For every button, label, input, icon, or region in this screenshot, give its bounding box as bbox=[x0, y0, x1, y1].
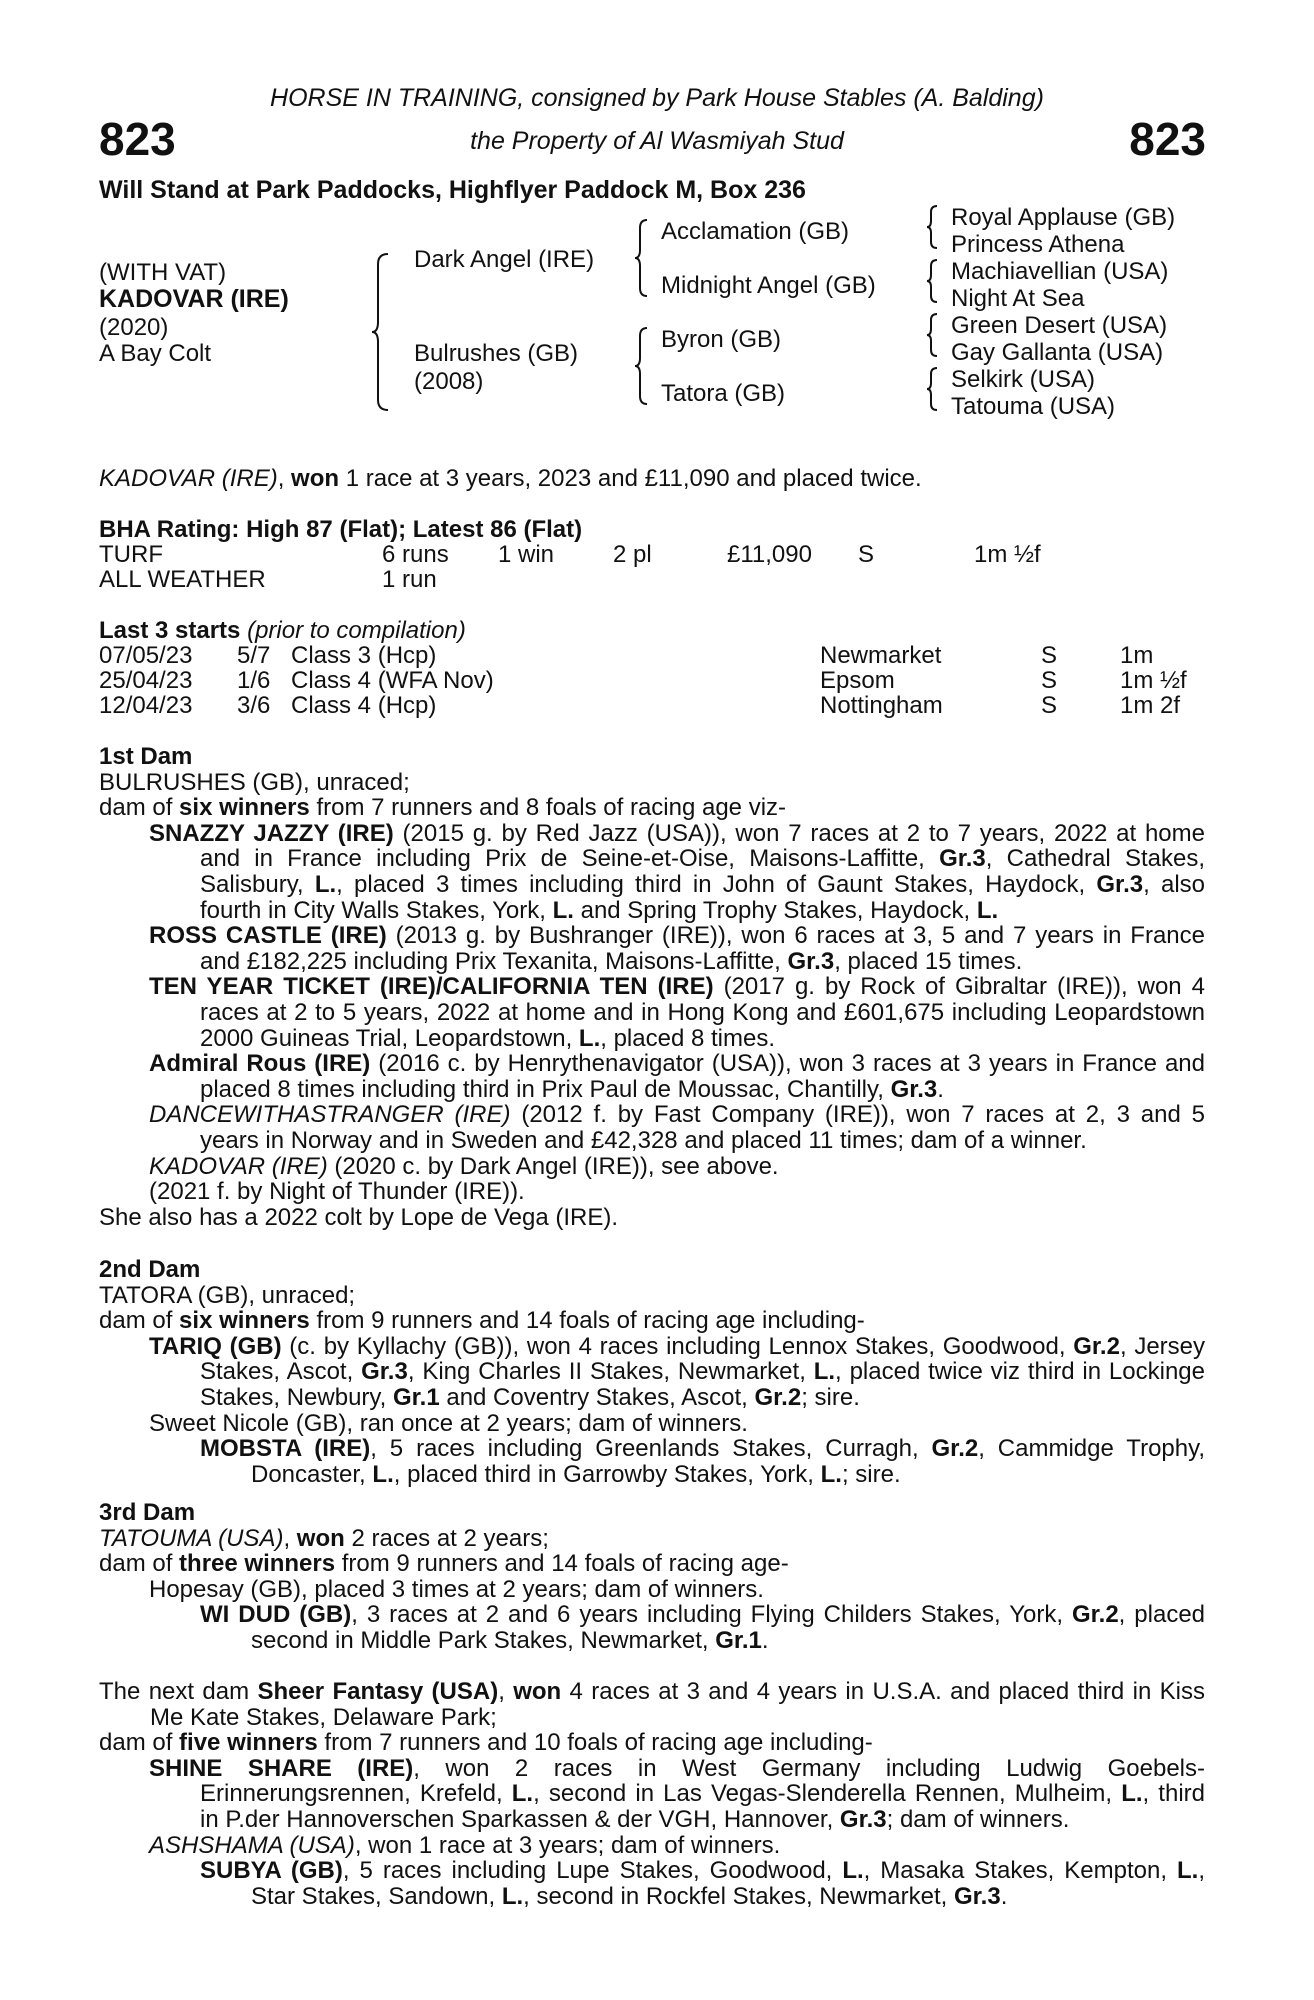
produce-mobsta: MOBSTA (IRE), 5 races including Greenlands Stakes, Curragh, Gr.2, Cammidge Trophy, Doncaster, L., placed third in Garrowby Stakes, York, L.; sire. bbox=[200, 1435, 1205, 1488]
third-dam-section bbox=[99, 1500, 1205, 1654]
start-1-course: Newmarket bbox=[820, 642, 942, 669]
pedigree-brace-g4 bbox=[925, 366, 941, 412]
lot-number-left: 823 bbox=[99, 113, 176, 165]
produce-hopesay: Hopesay (GB), placed 3 times at 2 years; dam of winners. bbox=[149, 1575, 764, 1603]
pedigree-dam: Bulrushes (GB) bbox=[414, 340, 579, 367]
start-1-position: 5/7 bbox=[237, 642, 271, 669]
horse-year: (2020) bbox=[99, 314, 169, 341]
next-dam-produce: dam of five winners from 7 runners and 10 foals of racing age including- bbox=[99, 1729, 873, 1757]
pedigree-dam-sire: Byron (GB) bbox=[661, 326, 782, 353]
next-dam-name: The next dam Sheer Fantasy (USA), won 4 races at 3 and 4 years in U.S.A. and placed third in Kiss Me Kate Stakes, Delaware Park; bbox=[99, 1678, 1205, 1731]
produce-wi-dud: WI DUD (GB), 3 races at 2 and 6 years including Flying Childers Stakes, York, Gr.2, placed second in Middle Park Stakes, Newmarket, Gr.1. bbox=[200, 1601, 1206, 1654]
start-1-distance: 1m bbox=[1120, 642, 1154, 669]
horse-name: KADOVAR (IRE) bbox=[99, 285, 289, 313]
pedigree-dam-year: (2008) bbox=[414, 368, 484, 395]
third-dam-produce: dam of three winners from 9 runners and 14 foals of racing age- bbox=[99, 1550, 789, 1578]
pedigree-gg-2: Princess Athena bbox=[951, 231, 1125, 258]
produce-dancewithastranger: DANCEWITHASTRANGER (IRE) (2012 f. by Fast Company (IRE)), won 7 races at 2, 3 and 5 years in Norway and in Sweden and £42,328 and placed 11 times; dam of a winner. bbox=[149, 1101, 1205, 1154]
third-dam-title: 3rd Dam bbox=[99, 1499, 196, 1526]
start-3-position: 3/6 bbox=[237, 692, 271, 719]
produce-kadovar: KADOVAR (IRE) (2020 c. by Dark Angel (IRE)), see above. bbox=[149, 1152, 779, 1180]
start-2-position: 1/6 bbox=[237, 667, 271, 694]
pedigree-gg-6: Gay Gallanta (USA) bbox=[951, 339, 1164, 366]
start-2-going: S bbox=[1041, 667, 1058, 694]
pedigree-brace-g3 bbox=[925, 312, 941, 358]
rating-turf-placed: 2 pl bbox=[613, 541, 652, 568]
pedigree-brace-dam bbox=[633, 326, 651, 406]
start-3-race: Class 4 (Hcp) bbox=[291, 692, 437, 719]
produce-subya: SUBYA (GB), 5 races including Lupe Stakes, Goodwood, L., Masaka Stakes, Kempton, L., Star Stakes, Sandown, L., second in Rockfel Stakes, Newmarket, Gr.3. bbox=[200, 1857, 1205, 1910]
first-dam-section bbox=[99, 744, 1205, 1230]
start-2-date: 25/04/23 bbox=[99, 667, 193, 694]
rating-turf-prize: £11,090 bbox=[727, 541, 812, 568]
rating-turf-surface: TURF bbox=[99, 541, 163, 568]
pedigree-gg-4: Night At Sea bbox=[951, 285, 1085, 312]
produce-ross-castle: ROSS CASTLE (IRE) (2013 g. by Bushranger (IRE)), won 6 races at 3, 5 and 7 years in France and £182,225 including Prix Texanita, Maisons-Laffitte, Gr.3, placed 15 times. bbox=[149, 922, 1206, 975]
horse-description: A Bay Colt bbox=[99, 340, 212, 367]
start-3-date: 12/04/23 bbox=[99, 692, 193, 719]
pedigree-gg-7: Selkirk (USA) bbox=[951, 366, 1096, 393]
bha-rating-title: BHA Rating: High 87 (Flat); Latest 86 (Flat) bbox=[99, 516, 583, 543]
third-dam-name: TATOUMA (USA), won 2 races at 2 years; bbox=[99, 1524, 549, 1552]
produce-sweet-nicole: Sweet Nicole (GB), ran once at 2 years; dam of winners. bbox=[149, 1409, 748, 1437]
pedigree-sire: Dark Angel (IRE) bbox=[414, 246, 595, 273]
last-starts-title: Last 3 starts (prior to compilation) bbox=[99, 617, 466, 644]
rating-turf-distance: 1m ½f bbox=[974, 541, 1041, 568]
second-dam-name: TATORA (GB), unraced; bbox=[99, 1281, 356, 1309]
start-2-distance: 1m ½f bbox=[1120, 667, 1187, 694]
pedigree-brace-sire bbox=[633, 218, 651, 298]
rating-turf-going: S bbox=[858, 541, 875, 568]
pedigree-dam-dam: Tatora (GB) bbox=[661, 380, 786, 407]
start-3-going: S bbox=[1041, 692, 1058, 719]
start-3-distance: 1m 2f bbox=[1120, 692, 1181, 719]
first-dam-produce: dam of six winners from 7 runners and 8 foals of racing age viz- bbox=[99, 794, 787, 822]
pedigree-gg-5: Green Desert (USA) bbox=[951, 312, 1168, 339]
pedigree-gg-8: Tatouma (USA) bbox=[951, 393, 1116, 420]
first-dam-title: 1st Dam bbox=[99, 743, 193, 770]
consignor-line: HORSE IN TRAINING, consigned by Park House Stables (A. Balding) bbox=[270, 84, 1044, 112]
next-dam-section bbox=[99, 1679, 1205, 1909]
pedigree-brace-g1 bbox=[925, 204, 941, 250]
produce-ashshama: ASHSHAMA (USA), won 1 race at 3 years; dam of winners. bbox=[149, 1831, 781, 1859]
rating-turf-runs: 6 runs bbox=[382, 541, 449, 568]
stand-location: Will Stand at Park Paddocks, Highflyer Paddock M, Box 236 bbox=[99, 176, 806, 204]
rating-aw-runs: 1 run bbox=[382, 566, 437, 593]
first-dam-name: BULRUSHES (GB), unraced; bbox=[99, 768, 410, 796]
produce-ten-year-ticket: TEN YEAR TICKET (IRE)/CALIFORNIA TEN (IRE) (2017 g. by Rock of Gibraltar (IRE)), won 4 races at 2 to 5 years, 2022 at home and in Hong Kong and £601,675 including Leopardstown 2000 Guineas Trial, Leopardstown, L., placed 8 times. bbox=[149, 973, 1205, 1052]
start-3-course: Nottingham bbox=[820, 692, 943, 719]
second-dam-produce: dam of six winners from 9 runners and 14 foals of racing age including- bbox=[99, 1307, 865, 1335]
pedigree-brace-g2 bbox=[925, 258, 941, 304]
produce-shine-share: SHINE SHARE (IRE), won 2 races in West Germany including Ludwig Goebels-Erinnerungsrennen, Krefeld, L., second in Las Vegas-Slenderella Rennen, Mulheim, L., third in P.der Hannoverschen Sparkassen & der VGH, Hannover, Gr.3; dam of winners. bbox=[149, 1754, 1206, 1833]
pedigree-gg-1: Royal Applause (GB) bbox=[951, 204, 1176, 231]
rating-aw-surface: ALL WEATHER bbox=[99, 566, 266, 593]
race-summary: KADOVAR (IRE), won 1 race at 3 years, 2023 and £11,090 and placed twice. bbox=[99, 465, 922, 492]
produce-admiral-rous: Admiral Rous (IRE) (2016 c. by Henrythenavigator (USA)), won 3 races at 3 years in France and placed 8 times including third in Prix Paul de Moussac, Chantilly, Gr.3. bbox=[149, 1050, 1206, 1103]
vat-note: (WITH VAT) bbox=[99, 259, 227, 286]
produce-2021-filly: (2021 f. by Night of Thunder (IRE)). bbox=[149, 1178, 525, 1206]
second-dam-section bbox=[99, 1257, 1205, 1487]
produce-snazzy-jazzy: SNAZZY JAZZY (IRE) (2015 g. by Red Jazz (USA)), won 7 races at 2 to 7 years, 2022 at home and in France including Prix de Seine-et-Oise, Maisons-Laffitte, Gr.3, Cathedral Stakes, Salisbury, L., placed 3 times including third in John of Gaunt Stakes, Haydock, Gr.3, also fourth in City Walls Stakes, York, L. and Spring Trophy Stakes, Haydock, L. bbox=[149, 819, 1206, 924]
produce-tariq: TARIQ (GB) (c. by Kyllachy (GB)), won 4 races including Lennox Stakes, Goodwood, Gr.2, Jersey Stakes, Ascot, Gr.3, King Charles II Stakes, Newmarket, L., placed twice viz third in Lockinge Stakes, Newbury, Gr.1 and Coventry Stakes, Ascot, Gr.2; sire. bbox=[149, 1332, 1206, 1411]
rating-turf-wins: 1 win bbox=[498, 541, 555, 568]
start-1-date: 07/05/23 bbox=[99, 642, 193, 669]
start-1-race: Class 3 (Hcp) bbox=[291, 642, 437, 669]
pedigree-gg-3: Machiavellian (USA) bbox=[951, 258, 1169, 285]
start-2-course: Epsom bbox=[820, 667, 895, 694]
lot-number-right: 823 bbox=[1129, 113, 1206, 165]
pedigree-sire-sire: Acclamation (GB) bbox=[661, 218, 850, 245]
pedigree-sire-dam: Midnight Angel (GB) bbox=[661, 272, 876, 299]
pedigree-brace-main bbox=[370, 252, 394, 412]
start-1-going: S bbox=[1041, 642, 1058, 669]
second-dam-title: 2nd Dam bbox=[99, 1256, 201, 1283]
first-dam-also: She also has a 2022 colt by Lope de Vega (IRE). bbox=[99, 1203, 619, 1231]
start-2-race: Class 4 (WFA Nov) bbox=[291, 667, 494, 694]
property-line: the Property of Al Wasmiyah Stud bbox=[470, 127, 844, 155]
